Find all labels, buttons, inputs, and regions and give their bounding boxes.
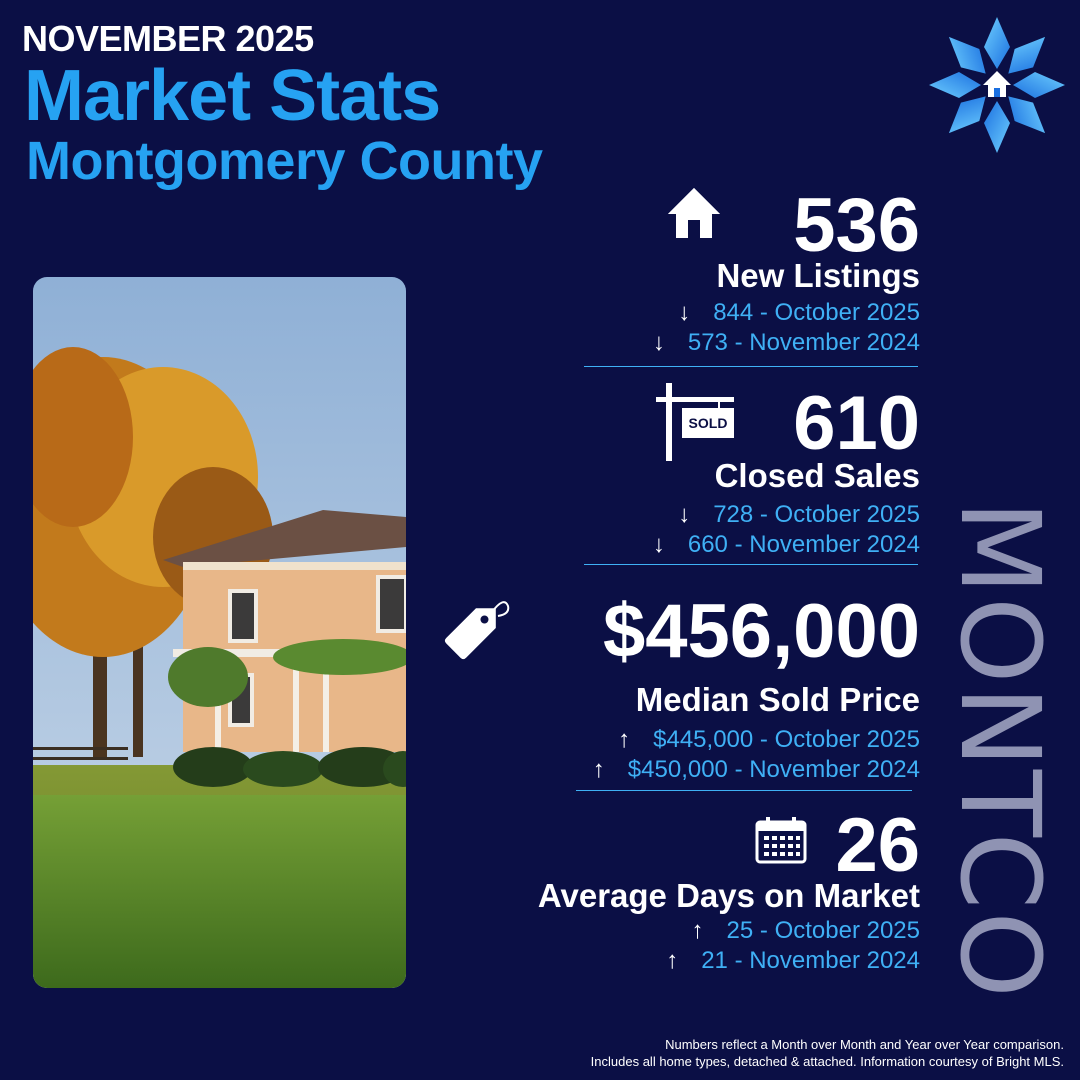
new-listings-comparisons — [644, 298, 920, 358]
days-on-market-value: 26 — [835, 803, 920, 888]
page-title: Market Stats — [24, 56, 441, 136]
median-price-stat — [636, 682, 920, 718]
closed-sales-label: Closed Sales — [714, 457, 920, 494]
arrow-up-icon: ↑ — [691, 917, 704, 944]
footnote: Numbers reflect a Month over Month and Year over Year comparison. Includes all home types, detached & attached. Information courtesy of Bright MLS. — [590, 1037, 1064, 1069]
house-icon — [666, 186, 722, 240]
arrow-down-icon: ↓ — [678, 501, 691, 528]
divider — [584, 366, 918, 367]
county-title: Montgomery County — [26, 131, 543, 191]
comparison-row: ↓ 660 - November 2024 — [644, 530, 920, 560]
comparison-row: ↑ $450,000 - November 2024 — [584, 755, 920, 785]
comparison-row: ↑ 21 - November 2024 — [657, 946, 920, 976]
divider — [584, 564, 918, 565]
arrow-up-icon: ↑ — [666, 947, 679, 974]
median-price-value: $456,000 — [603, 589, 920, 674]
svg-text:SOLD: SOLD — [688, 415, 728, 431]
arrow-down-icon: ↓ — [678, 299, 691, 326]
snowflake-house-logo-icon — [926, 14, 1068, 156]
sold-sign-icon — [654, 383, 736, 463]
comparison-row: ↑ $445,000 - October 2025 — [584, 725, 920, 755]
arrow-up-icon: ↑ — [592, 756, 605, 783]
calendar-icon — [755, 816, 807, 864]
side-label: MONTCO — [936, 500, 1064, 1000]
closed-sales-value: 610 — [793, 381, 920, 466]
comparison-row: ↓ 573 - November 2024 — [644, 328, 920, 358]
month-heading: NOVEMBER 2025 — [22, 18, 314, 59]
median-price-comparisons — [584, 725, 920, 785]
price-tag-icon — [440, 592, 512, 664]
divider — [576, 790, 912, 791]
house-photo — [33, 277, 406, 988]
comparison-row: ↓ 728 - October 2025 — [644, 500, 920, 530]
new-listings-stat — [716, 258, 920, 294]
arrow-up-icon: ↑ — [618, 726, 631, 753]
arrow-down-icon: ↓ — [652, 531, 665, 558]
comparison-row: ↓ 844 - October 2025 — [644, 298, 920, 328]
new-listings-value: 536 — [793, 183, 920, 268]
days-on-market-label: Average Days on Market — [537, 877, 920, 914]
new-listings-label: New Listings — [716, 257, 920, 294]
arrow-down-icon: ↓ — [652, 329, 665, 356]
days-on-market-comparisons — [657, 916, 920, 976]
comparison-row: ↑ 25 - October 2025 — [657, 916, 920, 946]
closed-sales-comparisons — [644, 500, 920, 560]
days-on-market-stat — [538, 878, 920, 914]
median-price-label: Median Sold Price — [635, 681, 920, 718]
closed-sales-stat — [715, 458, 920, 494]
